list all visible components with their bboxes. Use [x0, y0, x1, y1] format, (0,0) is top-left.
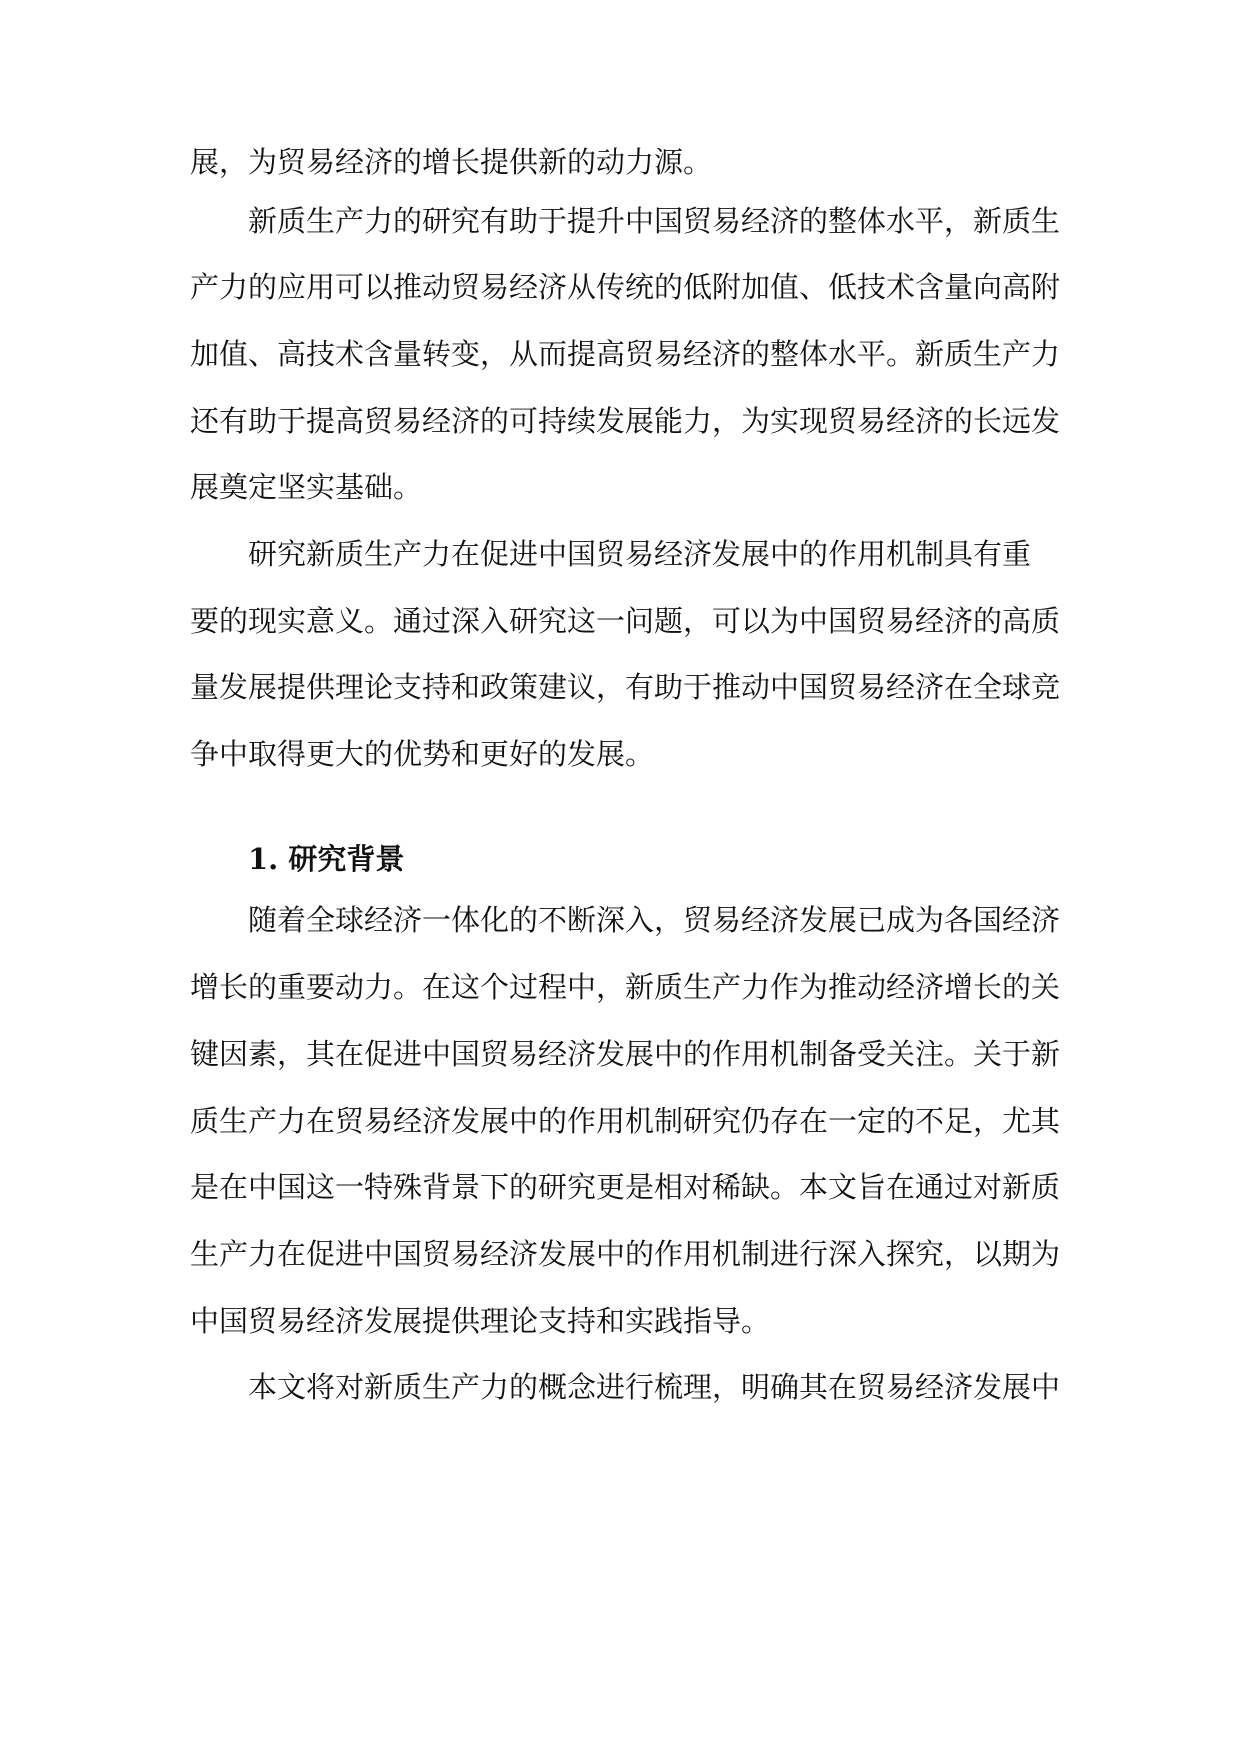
- text-line: 增长的重要动力。在这个过程中，新质生产力作为推动经济增长的关: [190, 970, 1061, 1004]
- paragraph-first-line: 随着全球经济一体化的不断深入，贸易经济发展已成为各国经济: [248, 903, 1061, 937]
- text-line: 是在中国这一特殊背景下的研究更是相对稀缺。本文旨在通过对新质: [190, 1170, 1061, 1204]
- text-line: 质生产力在贸易经济发展中的作用机制研究仍存在一定的不足，尤其: [190, 1104, 1061, 1138]
- text-line: 展奠定坚实基础。: [190, 470, 423, 504]
- text-line: 展，为贸易经济的增长提供新的动力源。: [190, 145, 713, 179]
- text-line: 键因素，其在促进中国贸易经济发展中的作用机制备受关注。关于新: [190, 1037, 1061, 1071]
- text-line: 中国贸易经济发展提供理论支持和实践指导。: [190, 1304, 771, 1338]
- text-line: 争中取得更大的优势和更好的发展。: [190, 737, 655, 771]
- text-line: 还有助于提高贸易经济的可持续发展能力，为实现贸易经济的长远发: [190, 404, 1061, 438]
- text-line: 量发展提供理论支持和政策建议，有助于推动中国贸易经济在全球竞: [190, 670, 1061, 704]
- text-line: 产力的应用可以推动贸易经济从传统的低附加值、低技术含量向高附: [190, 270, 1061, 304]
- paragraph-first-line: 新质生产力的研究有助于提升中国贸易经济的整体水平，新质生: [248, 204, 1061, 238]
- text-line: 生产力在促进中国贸易经济发展中的作用机制进行深入探究，以期为: [190, 1237, 1061, 1271]
- text-line: 加值、高技术含量转变，从而提高贸易经济的整体水平。新质生产力: [190, 337, 1061, 371]
- paragraph-first-line: 研究新质生产力在促进中国贸易经济发展中的作用机制具有重: [248, 537, 1032, 571]
- paragraph-first-line: 本文将对新质生产力的概念进行梳理，明确其在贸易经济发展中: [248, 1370, 1061, 1404]
- section-heading: 1. 研究背景: [248, 842, 405, 876]
- text-line: 要的现实意义。通过深入研究这一问题，可以为中国贸易经济的高质: [190, 604, 1061, 638]
